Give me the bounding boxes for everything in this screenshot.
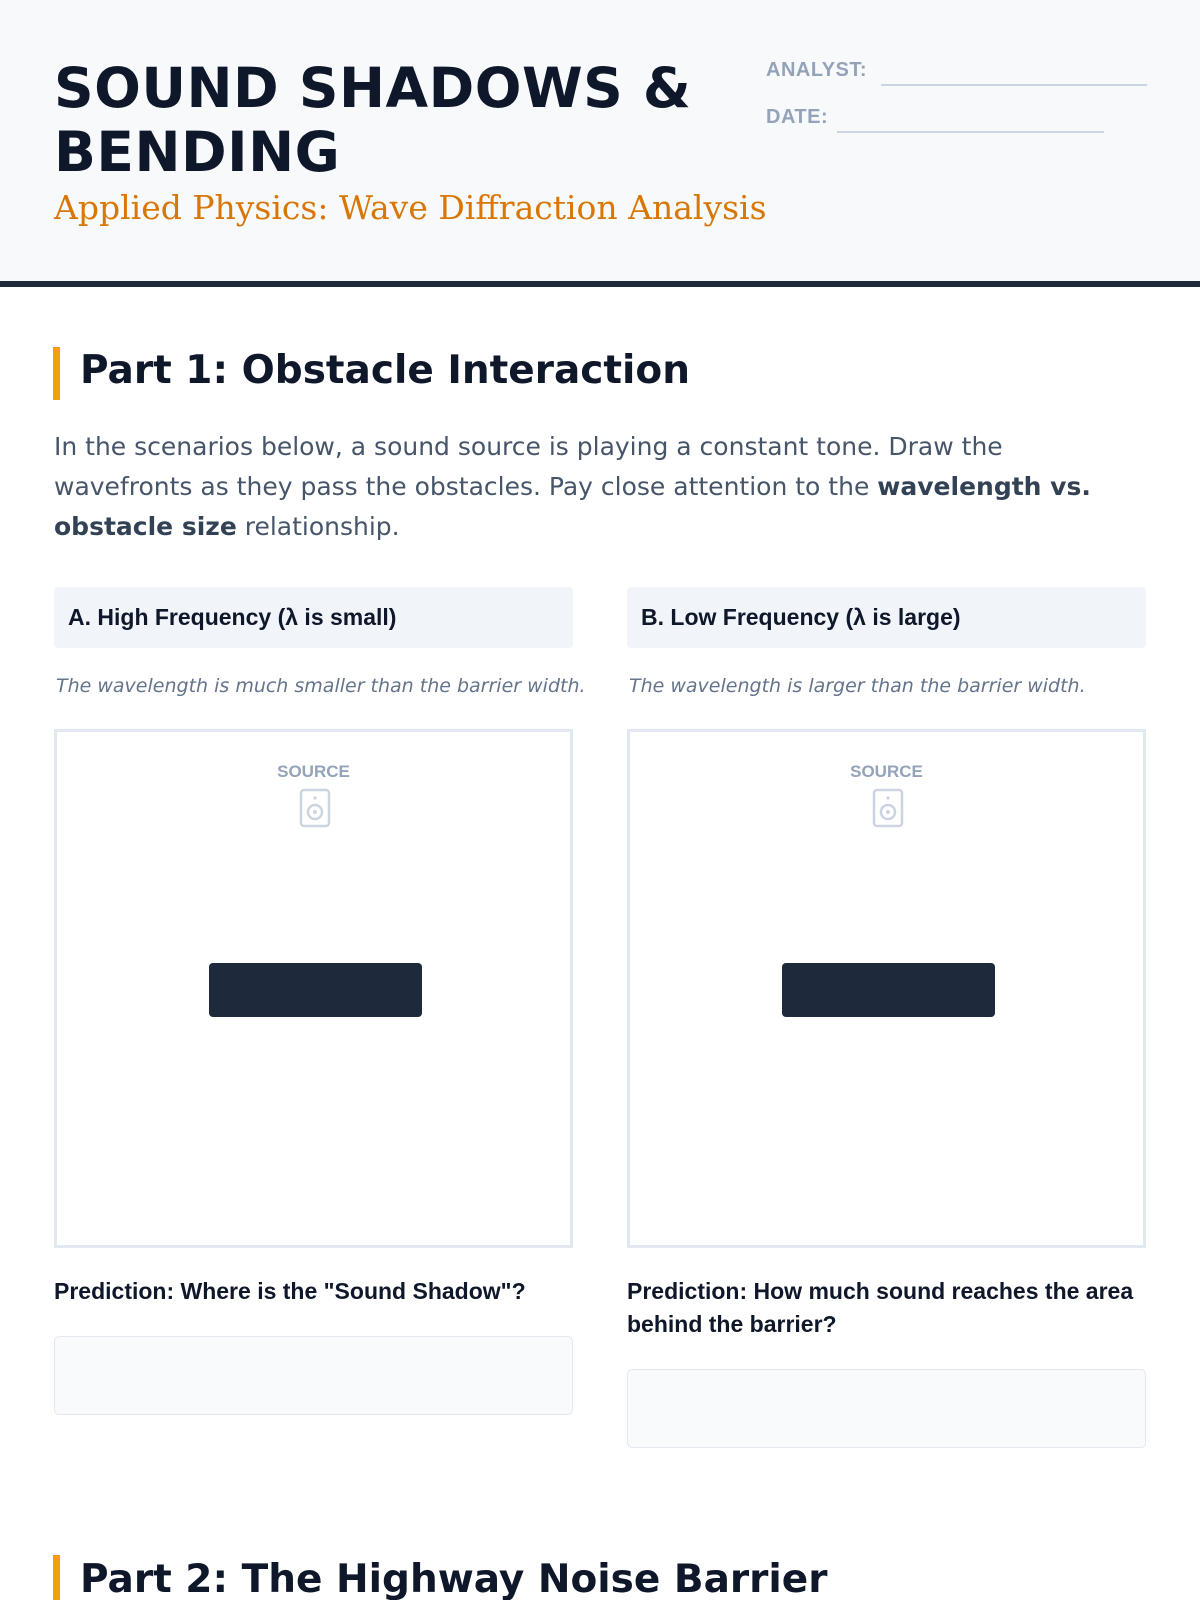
intro-text-end: relationship. — [236, 512, 400, 541]
page-subtitle: Applied Physics: Wave Diffraction Analysis — [54, 188, 767, 227]
panel-a-drawing-area[interactable] — [54, 729, 573, 1248]
panel-b-drawing-area[interactable] — [627, 729, 1146, 1248]
part2-title: Part 2: The Highway Noise Barrier — [80, 1557, 828, 1600]
analyst-field[interactable] — [881, 84, 1147, 86]
barrier — [209, 963, 422, 1017]
section-accent-bar — [53, 1555, 60, 1600]
page-title: SOUND SHADOWS & BENDING — [54, 56, 692, 184]
panel-b-answer-field[interactable] — [627, 1369, 1146, 1448]
part1-instructions — [54, 427, 1144, 547]
source-label: SOURCE — [850, 762, 923, 781]
barrier — [782, 963, 995, 1017]
panel-a-prediction-prompt: Prediction: Where is the "Sound Shadow"? — [54, 1278, 526, 1304]
section-accent-bar — [53, 347, 60, 400]
date-label: DATE: — [766, 106, 829, 128]
panel-b-heading: B. Low Frequency (λ is large) — [627, 587, 1146, 648]
part1-title: Part 1: Obstacle Interaction — [80, 348, 690, 393]
panel-a-heading: A. High Frequency (λ is small) — [54, 587, 573, 648]
intro-text: In the scenarios below, a sound source is playing a constant tone. Draw the wavefronts as they pass the obstacles. Pay close attention to the — [54, 432, 1003, 501]
panel-a-note: The wavelength is much smaller than the barrier width. — [56, 675, 586, 697]
speaker-icon — [872, 788, 904, 828]
worksheet-header — [0, 0, 1200, 287]
source-label: SOURCE — [277, 762, 350, 781]
panel-b-note: The wavelength is larger than the barrier width. — [629, 675, 1086, 697]
date-field[interactable] — [837, 131, 1104, 133]
speaker-icon — [299, 788, 331, 828]
intro-emphasis: wavelength vs. obstacle size — [54, 472, 1091, 541]
panel-a-answer-field[interactable] — [54, 1336, 573, 1415]
analyst-label: ANALYST: — [766, 59, 868, 81]
panel-b-prediction-prompt: Prediction: How much sound reaches the area behind the barrier? — [627, 1278, 1134, 1337]
